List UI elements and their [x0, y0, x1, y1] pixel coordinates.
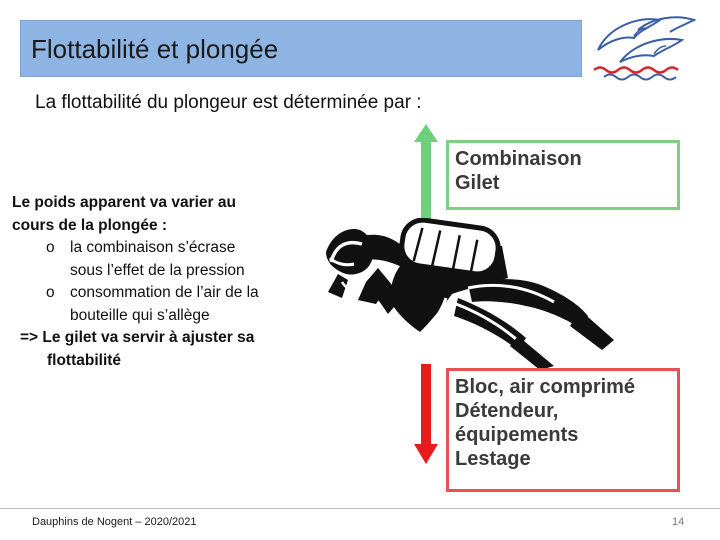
scuba-diver-illustration	[318, 218, 618, 370]
downward-factor-2: Détendeur,	[455, 400, 559, 422]
conclusion-line-1: => Le gilet va servir à ajuster sa	[20, 329, 255, 346]
bullet-1-line-1: la combinaison s’écrase	[70, 239, 236, 256]
explanation-text	[12, 192, 312, 372]
bullet-1-line-2: sous l’effet de la pression	[70, 261, 245, 279]
intro-line-1: Le poids apparent va varier au	[12, 194, 236, 211]
footer-divider	[0, 508, 720, 509]
title-bar	[20, 20, 582, 77]
conclusion-line-2: flottabilité	[47, 351, 122, 369]
bullet-2-text	[70, 282, 259, 327]
bullet-marker: o	[46, 284, 55, 301]
upward-factor-1: Combinaison	[455, 148, 582, 170]
intro-line-2: cours de la plongée :	[12, 216, 168, 234]
bullet-2-line-2: bouteille qui s’allège	[70, 306, 210, 324]
downward-factor-4: Lestage	[455, 448, 531, 470]
bullet-marker: o	[46, 239, 55, 256]
slide-title: Flottabilité et plongée	[31, 34, 279, 64]
bullet-item-1	[12, 237, 312, 282]
down-arrow-icon	[414, 364, 438, 464]
upward-factor-2: Gilet	[455, 172, 500, 194]
bullet-2-line-1: consommation de l’air de la	[70, 284, 259, 301]
bullet-1-text	[70, 237, 245, 282]
downward-factor-3: équipements	[455, 424, 579, 446]
downward-factor-1: Bloc, air comprimé	[455, 376, 636, 398]
up-arrow-icon	[414, 124, 438, 224]
bullet-item-2	[12, 282, 312, 327]
dolphins-logo	[590, 10, 702, 82]
upward-factors-box	[446, 140, 680, 210]
footer-club-season: Dauphins de Nogent – 2020/2021	[32, 516, 197, 528]
page-number: 14	[672, 516, 685, 528]
subtitle: La flottabilité du plongeur est déterminée par :	[35, 92, 422, 113]
downward-factors-box	[446, 368, 680, 492]
